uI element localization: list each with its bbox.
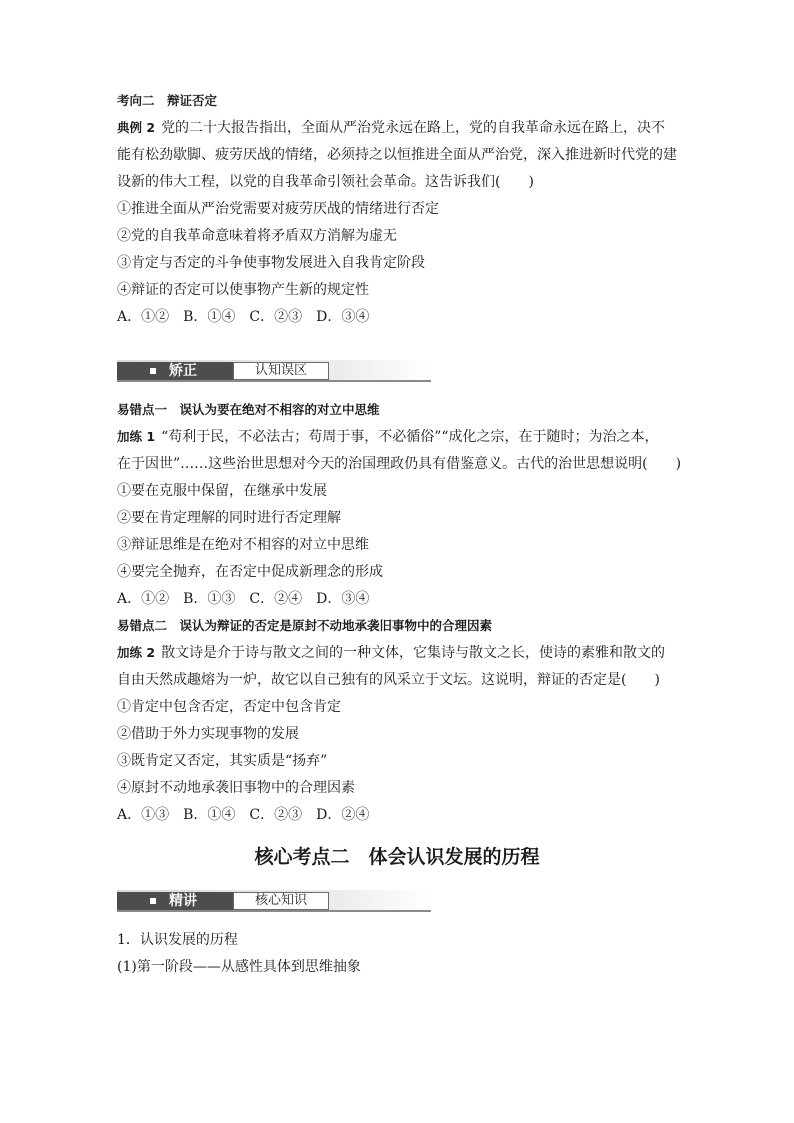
option-1: ①要在克服中保留，在继承中发展	[117, 483, 327, 499]
banner-light-label: 认知误区	[233, 362, 329, 380]
option-3: ③既肯定又否定，其实质是“扬弃”	[117, 753, 328, 769]
option-4: ④要完全抛弃，在否定中促成新理念的形成	[117, 564, 383, 580]
banner-dark-tab	[117, 892, 233, 910]
banner-underline	[117, 380, 431, 382]
knowledge-subitem: (1)第一阶段——从感性具体到思维抽象	[117, 959, 361, 975]
practice-stem-text: 散文诗是介于诗与散文之间的一种文体，它集诗与散文之长，使诗的素雅和散文的	[161, 645, 666, 661]
practice-label: 加练 2	[117, 645, 156, 660]
option-4: ④原封不动地承袭旧事物中的合理因素	[117, 780, 355, 796]
banner-dark-tab	[117, 362, 233, 380]
error-point-title: 易错点二 误认为辩证的否定是原封不动地承袭旧事物中的合理因素	[117, 618, 493, 633]
answer-choices: A．①② B．①③ C．②④ D．③④	[117, 591, 370, 607]
practice-label: 加练 1	[117, 429, 156, 444]
banner-light-label: 核心知识	[233, 892, 329, 910]
practice-stem-line: 在于因世”……这些治世思想对今天的治国理政仍具有借鉴意义。古代的治世思想说明( )	[117, 456, 682, 472]
worksheet-page	[117, 92, 682, 985]
answer-choices: A．①② B．①④ C．②③ D．③④	[117, 309, 370, 325]
error-point-title: 易错点一 误认为要在绝对不相容的对立中思维	[117, 402, 380, 417]
example-stem-text: 党的二十大报告指出，全面从严治党永远在路上，党的自我革命永远在路上，决不	[161, 120, 666, 136]
correct-misconceptions-banner	[117, 360, 431, 382]
practice-stem-text: “苟利于民，不必法古；苟周于事，不必循俗”“成化之宗，在于随时；为治之本，	[161, 429, 659, 445]
option-4: ④辩证的否定可以使事物产生新的规定性	[117, 282, 369, 298]
square-bullet-icon	[150, 368, 156, 374]
banner-dark-label: 矫正	[169, 363, 197, 379]
answer-choices: A．①③ B．①④ C．②③ D．②④	[117, 807, 370, 823]
example-label: 典例 2	[117, 120, 156, 135]
core-point-heading: 核心考点二 体会认识发展的历程	[254, 846, 540, 868]
knowledge-item: 1．认识发展的历程	[117, 932, 238, 948]
option-1: ①推进全面从严治党需要对疲劳厌战的情绪进行否定	[117, 201, 439, 217]
practice-stem-line	[117, 428, 677, 455]
option-1: ①肯定中包含否定，否定中包含肯定	[117, 699, 341, 715]
practice-stem-line	[117, 644, 677, 671]
example-stem-line	[117, 119, 677, 146]
section-title: 考向二 辩证否定	[117, 93, 218, 108]
banner-dark-label: 精讲	[169, 893, 197, 909]
practice-stem-line: 自由天然成趣熔为一炉，故它以自己独有的风采立于文坛。这说明，辩证的否定是( )	[117, 672, 660, 688]
square-bullet-icon	[150, 898, 156, 904]
lecture-banner	[117, 890, 431, 912]
option-2: ②借助于外力实现事物的发展	[117, 726, 299, 742]
example-stem-line: 能有松劲歇脚、疲劳厌战的情绪，必须持之以恒推进全面从严治党，深入推进新时代党的建	[117, 147, 677, 163]
option-2: ②党的自我革命意味着将矛盾双方消解为虚无	[117, 228, 397, 244]
example-stem-line: 设新的伟大工程，以党的自我革命引领社会革命。这告诉我们( )	[117, 174, 534, 190]
option-2: ②要在肯定理解的同时进行否定理解	[117, 510, 341, 526]
option-3: ③肯定与否定的斗争使事物发展进入自我肯定阶段	[117, 255, 425, 271]
banner-underline	[117, 910, 431, 912]
option-3: ③辩证思维是在绝对不相容的对立中思维	[117, 537, 369, 553]
